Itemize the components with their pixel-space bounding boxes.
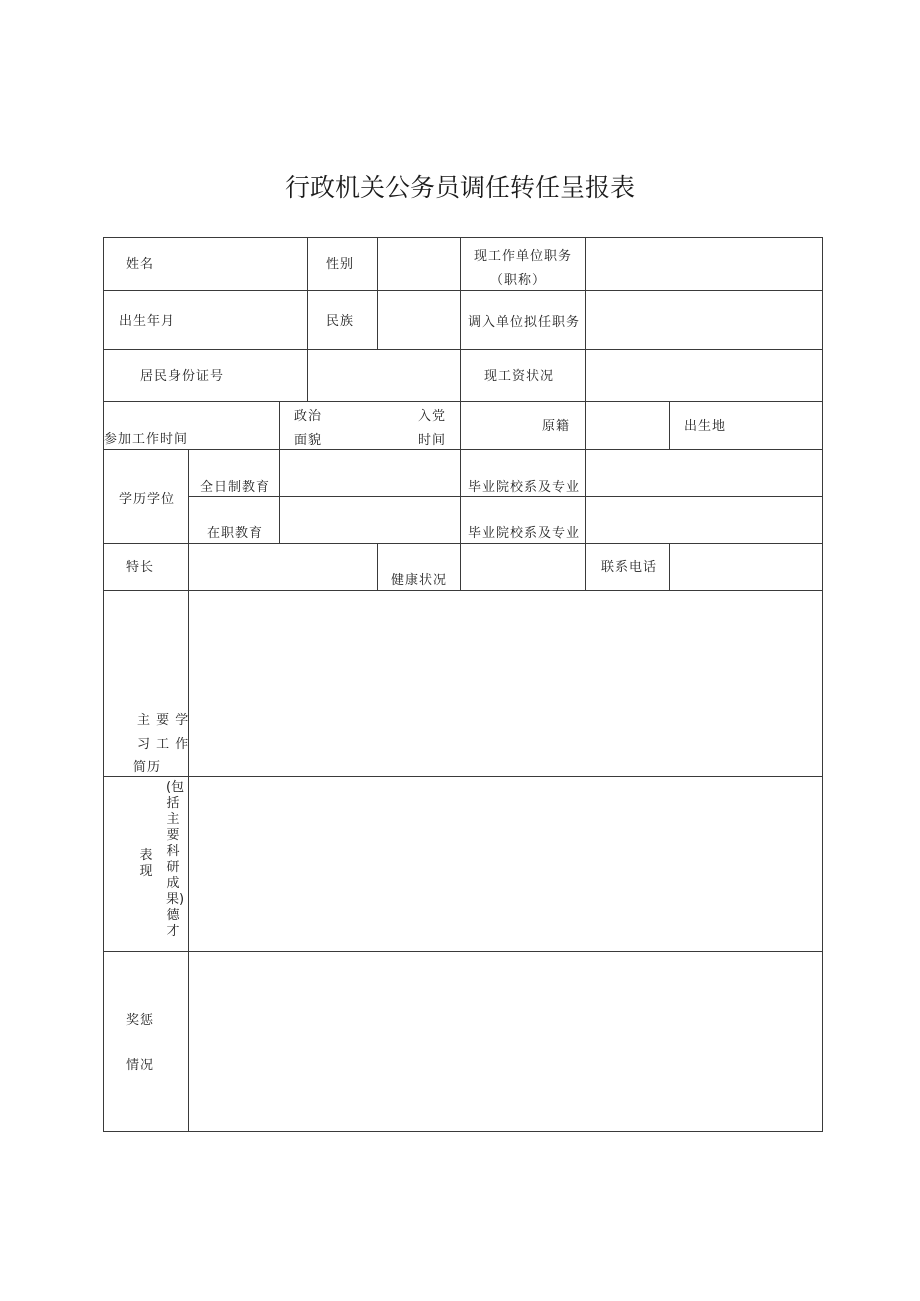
label-current-position: 现工作单位职务	[474, 249, 573, 264]
gender-input[interactable]	[379, 240, 458, 288]
label-resume-line2: 习 工 作	[137, 737, 190, 752]
label-party-join-2: 时间	[418, 433, 447, 448]
label-full-time-edu: 全日制教育	[200, 480, 271, 495]
col-divider	[377, 237, 378, 350]
label-awards-2: 情况	[126, 1058, 155, 1073]
label-work-start: 参加工作时间	[104, 432, 189, 447]
row-divider	[103, 401, 823, 402]
label-native-place: 原籍	[542, 419, 571, 434]
row-divider	[103, 449, 823, 450]
label-performance-col1: (包括主要科研成果)德才	[166, 780, 185, 939]
label-in-service-edu: 在职教育	[207, 526, 264, 541]
col-divider	[188, 590, 189, 1132]
col-divider	[585, 449, 586, 543]
col-divider	[377, 543, 378, 590]
col-divider	[188, 449, 189, 543]
table-border-right	[822, 237, 823, 1132]
table-border-top	[103, 237, 823, 238]
label-current-salary: 现工资状况	[484, 369, 555, 384]
label-current-position-title: （职称）	[490, 273, 547, 288]
label-political-1: 政治	[294, 409, 323, 424]
col-divider	[460, 401, 461, 449]
birth-date-input[interactable]	[188, 293, 305, 347]
col-divider	[307, 349, 308, 402]
specialty-input[interactable]	[190, 546, 375, 588]
label-resume-line3: 简历	[133, 760, 162, 775]
col-divider	[307, 237, 308, 350]
col-divider	[669, 401, 670, 449]
col-divider	[188, 543, 189, 590]
phone-input[interactable]	[671, 546, 820, 588]
row-divider	[103, 349, 823, 350]
row-divider	[103, 951, 823, 952]
in-service-school-input[interactable]	[587, 499, 820, 541]
label-proposed-position: 调入单位拟任职务	[468, 315, 581, 330]
label-graduated-school-1: 毕业院校系及专业	[468, 480, 581, 495]
label-birth-date: 出生年月	[119, 314, 176, 329]
row-divider	[103, 290, 823, 291]
col-divider	[669, 543, 670, 590]
row-divider	[103, 543, 823, 544]
awards-input[interactable]	[190, 954, 820, 1129]
label-phone: 联系电话	[601, 560, 658, 575]
label-name: 姓名	[126, 257, 155, 272]
in-service-edu-input[interactable]	[281, 499, 458, 541]
label-performance-col2: 表现	[139, 848, 153, 879]
label-specialty: 特长	[126, 560, 155, 575]
col-divider	[279, 401, 280, 543]
label-gender: 性别	[326, 257, 355, 272]
table-border-left	[103, 237, 104, 1132]
form-title: 行政机关公务员调任转任呈报表	[284, 173, 635, 202]
resume-input[interactable]	[190, 593, 820, 774]
name-input[interactable]	[188, 240, 305, 288]
label-resume-line1: 主 要 学	[137, 713, 190, 728]
full-time-edu-input[interactable]	[281, 452, 458, 494]
label-education-degree: 学历学位	[119, 492, 176, 507]
label-party-join-1: 入党	[418, 409, 447, 424]
label-graduated-school-2: 毕业院校系及专业	[468, 526, 581, 541]
label-political-2: 面貌	[294, 433, 323, 448]
col-divider	[460, 543, 461, 590]
label-health: 健康状况	[391, 573, 448, 588]
row-divider	[188, 496, 823, 497]
label-awards-1: 奖惩	[126, 1013, 155, 1028]
current-salary-input[interactable]	[587, 352, 820, 399]
col-divider	[460, 449, 461, 543]
col-divider	[460, 237, 461, 401]
table-border-bottom	[103, 1131, 823, 1132]
label-ethnicity: 民族	[326, 314, 355, 329]
col-divider	[585, 543, 586, 590]
current-position-input[interactable]	[587, 240, 820, 288]
label-birthplace: 出生地	[684, 419, 727, 434]
health-input[interactable]	[462, 546, 583, 588]
col-divider	[585, 237, 586, 450]
full-time-school-input[interactable]	[587, 452, 820, 494]
proposed-position-input[interactable]	[587, 293, 820, 347]
birthplace-input[interactable]	[740, 404, 820, 447]
id-number-input[interactable]	[309, 352, 458, 399]
row-divider	[103, 590, 823, 591]
label-id-number: 居民身份证号	[140, 369, 225, 384]
native-place-input[interactable]	[587, 404, 667, 447]
performance-input[interactable]	[190, 779, 820, 949]
ethnicity-input[interactable]	[379, 293, 458, 347]
row-divider	[103, 776, 823, 777]
